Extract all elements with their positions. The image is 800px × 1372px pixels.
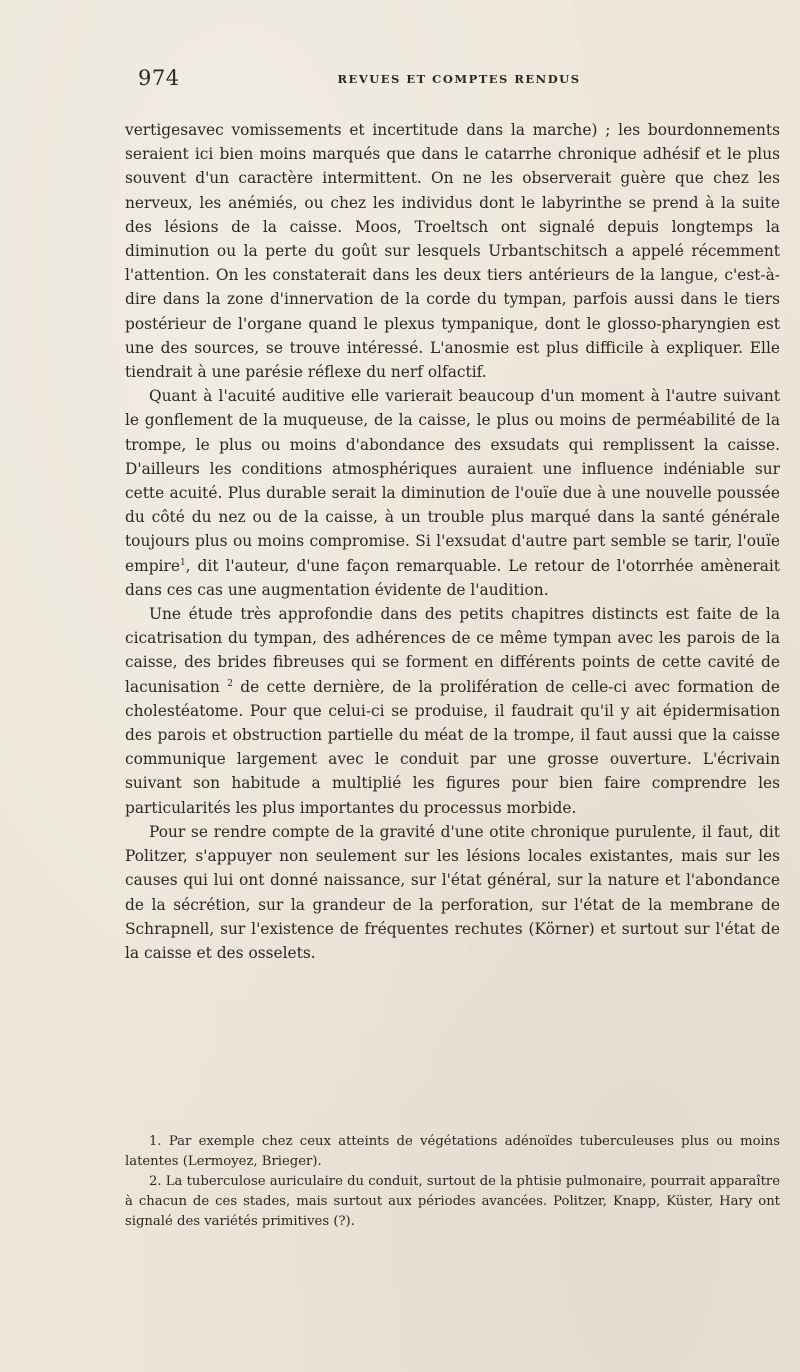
footnote-ref-1: 1 — [179, 557, 186, 568]
footnotes — [125, 1132, 780, 1232]
paragraph-2 — [125, 384, 780, 602]
paragraph-3 — [125, 602, 780, 820]
body-text — [125, 118, 780, 965]
paragraph-2-text-b: , dit l'auteur, d'une façon remarquable. Le retour de l'otorrhée amènerait dans ces cas une augmentation évidente de l'audition. — [125, 556, 780, 599]
paragraph-1-text: vertigesavec vomissements et incertitude dans la marche) ; les bourdonnements seraient ici bien moins marqués que dans le catarrhe chronique adhésif et le plus souvent d'un caractère intermittent. On ne les observerait guère que chez les nerveux, les anémiés, ou chez les individus dont le labyrinthe se prend à la suite des lésions de la caisse. Moos, Troeltsch ont signalé depuis longtemps la diminution ou la perte du goût sur lesquels Urbantschitsch a appelé récemment l'attention. On les constaterait dans les deux tiers antérieurs de la langue, c'est-à-dire dans la zone d'innervation de la corde du tympan, parfois aussi dans le tiers postérieur de l'organe quand le plexus tympanique, dont le glosso-pharyngien est une des sources, se trouve intéressé. L'anosmie est plus difficile à expliquer. Elle tiendrait à une parésie réflexe du nerf olfactif. — [125, 121, 780, 382]
page-header — [138, 66, 780, 96]
paragraph-3-text-b: de cette dernière, de la prolifération de celle-ci avec formation de cholestéatome. Pour que celui-ci se produise, il faudrait qu'il y ait épidermisation des parois et obstruction partielle du méat de la trompe, il faut aussi que la caisse communique largement avec le conduit par une grosse ouverture. L'écrivain suivant son habitude a multiplié les figures pour bien faire comprendre les particularités les plus importantes du processus morbide. — [125, 677, 780, 817]
paragraph-4-text: Pour se rendre compte de la gravité d'une otite chronique purulente, il faut, dit Politzer, s'appuyer non seulement sur les lésions locales existantes, mais sur les causes qui lui ont donné naissance, sur l'état général, sur la nature et l'abondance de la sécrétion, sur la grandeur de la perforation, sur l'état de la membrane de Schrapnell, sur l'existence de fréquentes rechutes (Körner) et surtout sur l'état de la caisse et des osselets. — [125, 822, 780, 962]
footnote-1: 1. Par exemple chez ceux atteints de végétations adénoïdes tuberculeuses plus ou moins latentes (Lermoyez, Brieger). — [125, 1134, 780, 1169]
paragraph-1 — [125, 118, 780, 384]
footnote-2: 2. La tuberculose auriculaire du conduit, surtout de la phtisie pulmonaire, pourrait apparaître à chacun de ces stades, mais surtout aux périodes avancées. Politzer, Knapp, Küster, Hary ont signalé des variétés primitives (?). — [125, 1174, 780, 1229]
paragraph-4 — [125, 820, 780, 965]
running-head: REVUES ET COMPTES RENDUS — [337, 72, 581, 86]
page-number: 974 — [138, 66, 180, 90]
paragraph-3-text-a: Une étude très approfondie dans des petits chapitres distincts est faite de la cicatrisation du tympan, des adhérences de ce même tympan avec les parois de la caisse, des brides fibreuses qui se forment en différents points de cette cavité de lacunisation — [125, 605, 780, 696]
paragraph-2-text-a: Quant à l'acuité auditive elle varierait beaucoup d'un moment à l'autre suivant le gonflement de la muqueuse, de la caisse, le plus ou moins de perméabilité de la trompe, le plus ou moins d'abondance des exsudats qui remplissent la caisse. D'ailleurs les conditions atmosphériques auraient une influence indéniable sur cette acuité. Plus durable serait la diminution de l'ouïe due à une nouvelle poussée du côté du nez ou de la caisse, à un trouble plus marqué dans la santé générale toujours plus ou moins compromise. Si l'exsudat d'autre part semble se tarir, l'ouïe empire — [125, 387, 780, 575]
footnote-ref-2: 2 — [227, 678, 233, 689]
